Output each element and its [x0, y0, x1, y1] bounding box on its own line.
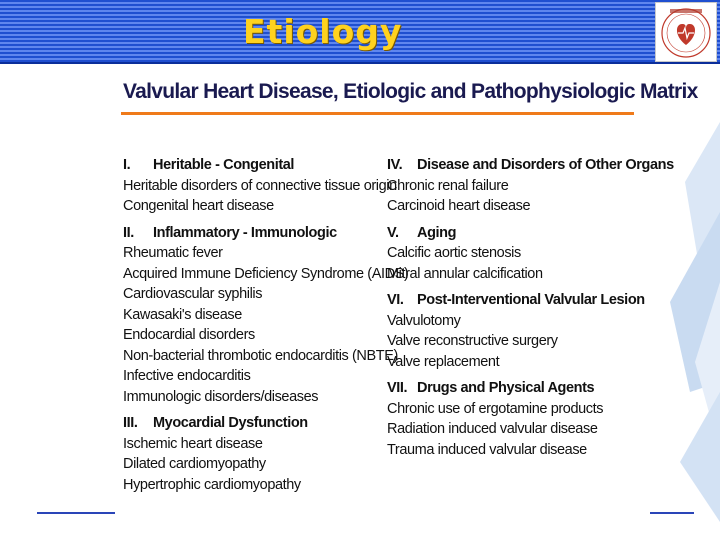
- list-item: Chronic use of ergotamine products: [387, 400, 604, 417]
- list-item: Non-bacterial thrombotic endocarditis (NBTE): [123, 347, 398, 364]
- list-item: Cardiovascular syphilis: [123, 286, 263, 302]
- category-title: Post-Interventional Valvular Lesion: [417, 292, 645, 308]
- category-title: Drugs and Physical Agents: [417, 380, 595, 396]
- list-item: Valve reconstructive surgery: [387, 333, 558, 349]
- category-heading: [123, 413, 393, 434]
- category-title: Aging: [417, 224, 457, 241]
- category-title: Inflammatory - Immunologic: [153, 224, 337, 241]
- list-item: Calcific aortic stenosis: [387, 245, 521, 261]
- category-number: I.: [123, 157, 131, 173]
- category-title: Disease and Disorders of Other Organs: [417, 157, 674, 173]
- category-number: III.: [123, 415, 138, 431]
- right-column: [387, 155, 674, 460]
- society-logo: [655, 2, 717, 62]
- list-item: Valve replacement: [387, 353, 500, 370]
- list-item: Kawasaki's disease: [123, 306, 242, 323]
- category-heading: [387, 223, 652, 244]
- category-heading: [123, 155, 393, 176]
- figure-title: Valvular Heart Disease, Etiologic and Pathophysiologic Matrix: [123, 80, 698, 103]
- category-number: V.: [387, 224, 399, 241]
- category-heading: [387, 155, 674, 176]
- list-item: Dilated cardiomyopathy: [123, 456, 266, 472]
- list-item: Heritable disorders of connective tissue origin: [123, 177, 397, 194]
- category-number: VII.: [387, 380, 408, 396]
- list-item: Carcinoid heart disease: [387, 198, 531, 214]
- list-item: Congenital heart disease: [123, 198, 274, 214]
- title-underline: [121, 112, 634, 115]
- list-item: Trauma induced valvular disease: [387, 441, 587, 458]
- figure-card: [114, 66, 698, 516]
- society-logo-icon: [656, 3, 716, 61]
- list-item: Chronic renal failure: [387, 177, 509, 194]
- category-heading: [123, 223, 393, 244]
- list-item: Rheumatic fever: [123, 245, 223, 261]
- list-item: Endocardial disorders: [123, 327, 255, 343]
- list-item: Valvulotomy: [387, 312, 461, 329]
- category-number: II.: [123, 224, 134, 241]
- list-item: Immunologic disorders/diseases: [123, 388, 319, 405]
- list-item: Hypertrophic cardiomyopathy: [123, 476, 301, 493]
- list-item: Infective endocarditis: [123, 368, 251, 384]
- footer-line-left: [37, 512, 115, 514]
- category-heading: [387, 290, 652, 311]
- category-heading: [387, 378, 652, 399]
- category-title: Myocardial Dysfunction: [153, 415, 308, 431]
- list-item: Mitral annular calcification: [387, 265, 543, 282]
- slide-title: Etiology: [243, 12, 403, 51]
- list-item: Radiation induced valvular disease: [387, 421, 598, 437]
- category-title: Heritable - Congenital: [153, 157, 295, 173]
- list-item: Acquired Immune Deficiency Syndrome (AIDS): [123, 265, 409, 282]
- category-number: IV.: [387, 157, 403, 173]
- category-number: VI.: [387, 292, 404, 308]
- list-item: Ischemic heart disease: [123, 435, 263, 452]
- footer-line-right: [650, 512, 694, 514]
